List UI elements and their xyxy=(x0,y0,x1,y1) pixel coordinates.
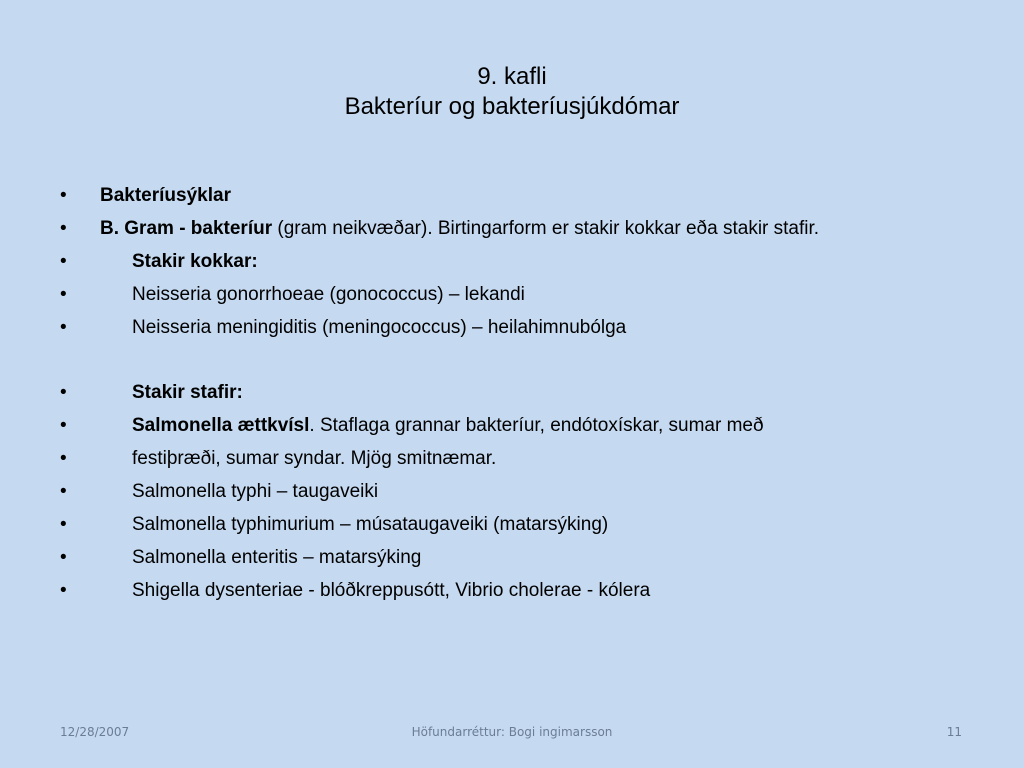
footer-copyright: Höfundarréttur: Bogi ingimarsson xyxy=(411,725,613,739)
bullet-icon: • xyxy=(60,317,67,338)
list-item xyxy=(60,414,940,437)
list-item xyxy=(60,513,940,536)
footer-page-number: 11 xyxy=(946,725,962,739)
item-text: (gram neikvæðar). Birtingarform er stakir kokkar eða stakir stafir. xyxy=(272,218,820,239)
list-item xyxy=(60,283,940,306)
item-text: Neisseria gonorrhoeae (gonococcus) – lekandi xyxy=(132,284,525,305)
item-text: . Staflaga grannar bakteríur, endótoxískar, sumar með xyxy=(309,415,764,436)
item-bold-text: Stakir stafir: xyxy=(132,382,243,403)
list-item xyxy=(60,381,940,404)
item-text: Salmonella enteritis – matarsýking xyxy=(132,547,422,568)
bullet-icon: • xyxy=(60,218,67,239)
list-item xyxy=(60,447,940,470)
list-item xyxy=(60,184,940,207)
bullet-icon: • xyxy=(60,185,67,206)
item-bold-text: Stakir kokkar: xyxy=(132,251,258,272)
list-item xyxy=(60,579,940,602)
bullet-icon: • xyxy=(60,514,67,535)
bullet-icon: • xyxy=(60,580,67,601)
list-item xyxy=(60,217,940,240)
item-text: Shigella dysenteriae - blóðkreppusótt, Vibrio cholerae - kólera xyxy=(132,580,651,601)
item-bold-text: B. Gram - bakteríur xyxy=(100,218,273,239)
item-text: festiþræði, sumar syndar. Mjög smitnæmar. xyxy=(132,448,497,469)
list-item xyxy=(60,250,940,273)
item-bold-text: Bakteríusýklar xyxy=(100,185,231,206)
bullet-icon: • xyxy=(60,481,67,502)
item-bold-text: Salmonella ættkvísl xyxy=(132,415,310,436)
list-spacer xyxy=(60,349,940,381)
bullet-icon: • xyxy=(60,382,67,403)
item-text: Neisseria meningiditis (meningococcus) – heilahimnubólga xyxy=(132,317,627,338)
slide-title xyxy=(0,62,1024,122)
bullet-icon: • xyxy=(60,251,67,272)
bullet-icon: • xyxy=(60,284,67,305)
item-text: Salmonella typhimurium – músataugaveiki (matarsýking) xyxy=(132,514,609,535)
title-chapter: 9. kafli xyxy=(477,63,547,90)
bullet-icon: • xyxy=(60,547,67,568)
bullet-list xyxy=(60,184,940,612)
item-text: Salmonella typhi – taugaveiki xyxy=(132,481,379,502)
footer-date: 12/28/2007 xyxy=(60,725,130,739)
title-topic: Bakteríur og bakteríusjúkdómar xyxy=(344,93,680,120)
bullet-icon: • xyxy=(60,448,67,469)
list-item xyxy=(60,316,940,339)
bullet-icon: • xyxy=(60,415,67,436)
list-item xyxy=(60,546,940,569)
list-item xyxy=(60,480,940,503)
